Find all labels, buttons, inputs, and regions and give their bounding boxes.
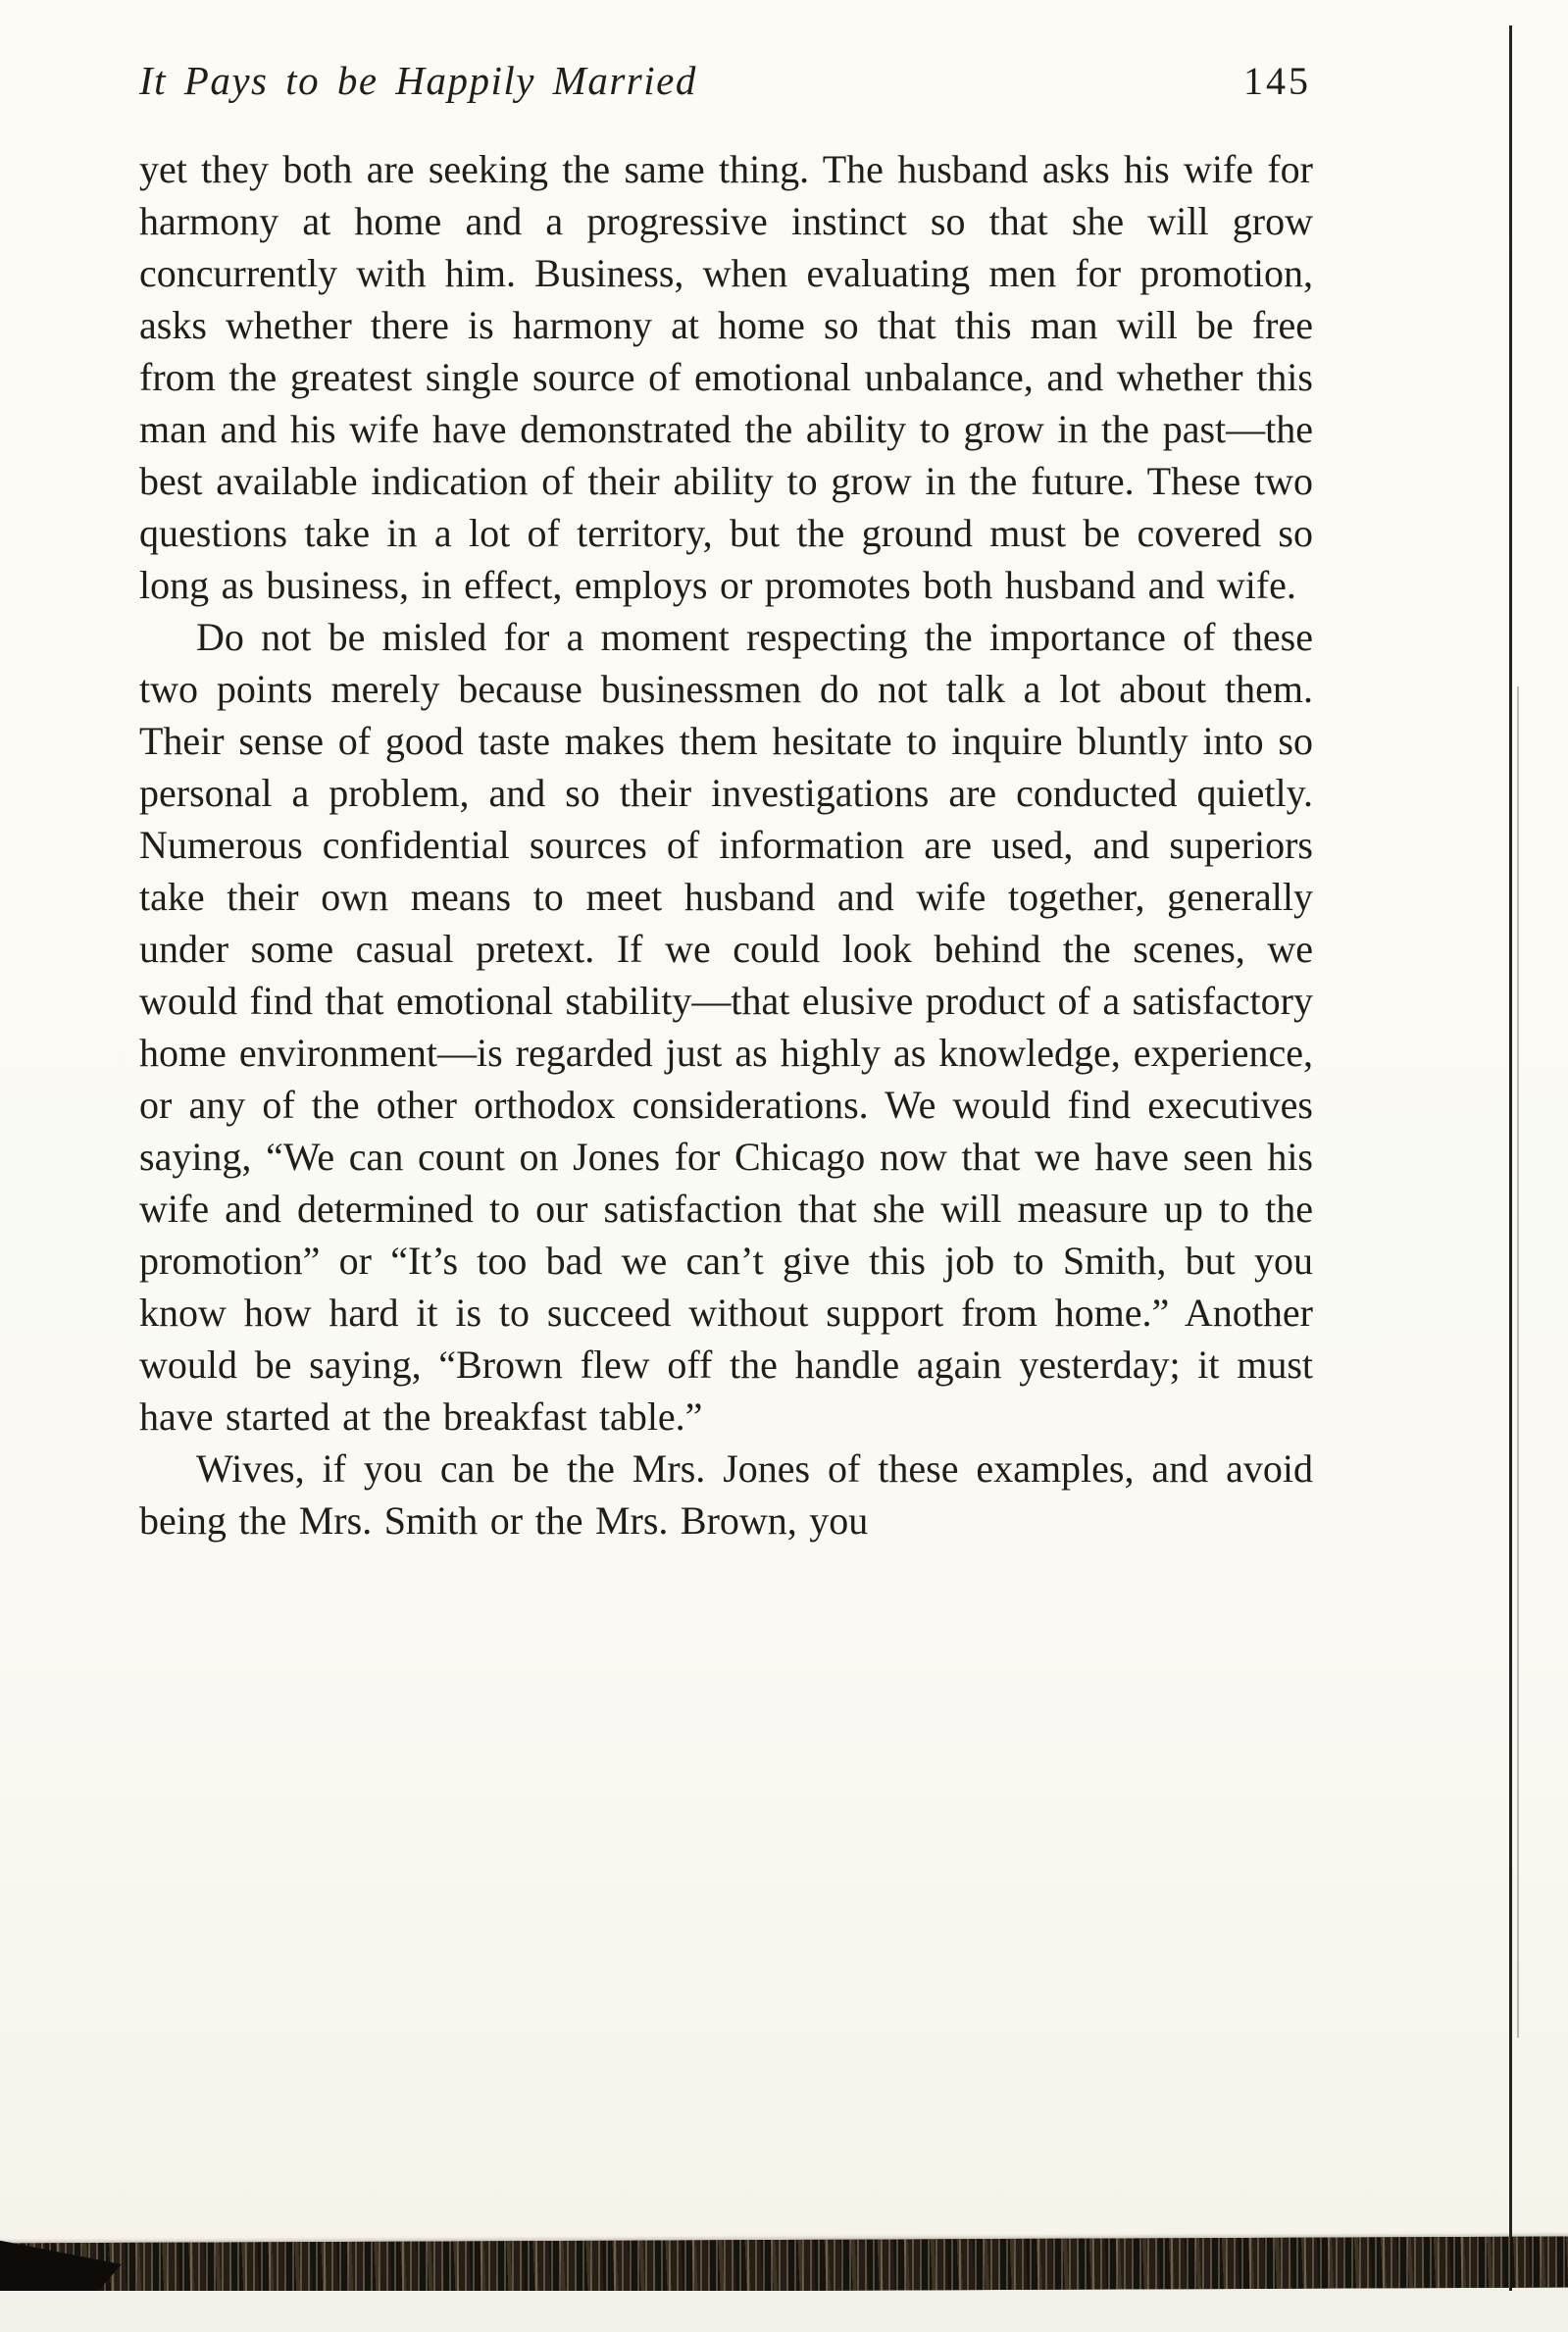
page-edge-line — [1509, 25, 1512, 2293]
paragraph-business-inquiries: Do not be misled for a moment respecting the importance of these two points merely because businessmen do not talk a lot about them. Their sense of good taste makes them hesitate to inquire bluntly into so personal a problem, and so their investigations are conducted quietly. Numerous confidential sources of information are used, and superiors take their own means to meet husband and wife together, generally under some casual pretext. If we could look behind the scenes, we would find that emotional stability—that elusive product of a satisfactory home environment—is regarded just as highly as knowledge, experience, or any of the other orthodox considerations. We would find executives saying, “We can count on Jones for Chicago now that we have seen his wife and determined to our satisfaction that she will measure up to the promotion” or “It’s too bad we can’t give this job to Smith, but you know how hard it is to succeed without support from home.” Another would be saying, “Brown flew off the handle again yesterday; it must have started at the breakfast table.” — [139, 615, 1313, 1439]
running-header — [139, 57, 1311, 104]
binding-strip-wedge — [0, 2239, 122, 2297]
scan-bottom-margin — [0, 2291, 1568, 2332]
page-number: 145 — [1243, 59, 1311, 103]
paragraph-continuation: yet they both are seeking the same thing. The husband asks his wife for harmony at home and a progressive instinct so that she will grow concurrently with him. Business, when evaluating men for promotion, asks whether there is harmony at home so that this man will be free from the greatest single source of emotional unbalance, and whether this man and his wife have demonstrated the ability to grow in the past—the best available indication of their ability to grow in the future. These two questions take in a lot of territory, but the ground must be covered so long as business, in effect, employs or promotes both husband and wife. — [139, 147, 1313, 607]
page-edge-line-faint — [1517, 686, 1519, 2038]
running-title: It Pays to be Happily Married — [139, 58, 697, 103]
paragraph-wives-advice: Wives, if you can be the Mrs. Jones of these examples, and avoid being the Mrs. Smith or the Mrs. Brown, you — [139, 1446, 1313, 1543]
page-body — [139, 143, 1313, 1546]
binding-strip-texture — [0, 2236, 1568, 2294]
